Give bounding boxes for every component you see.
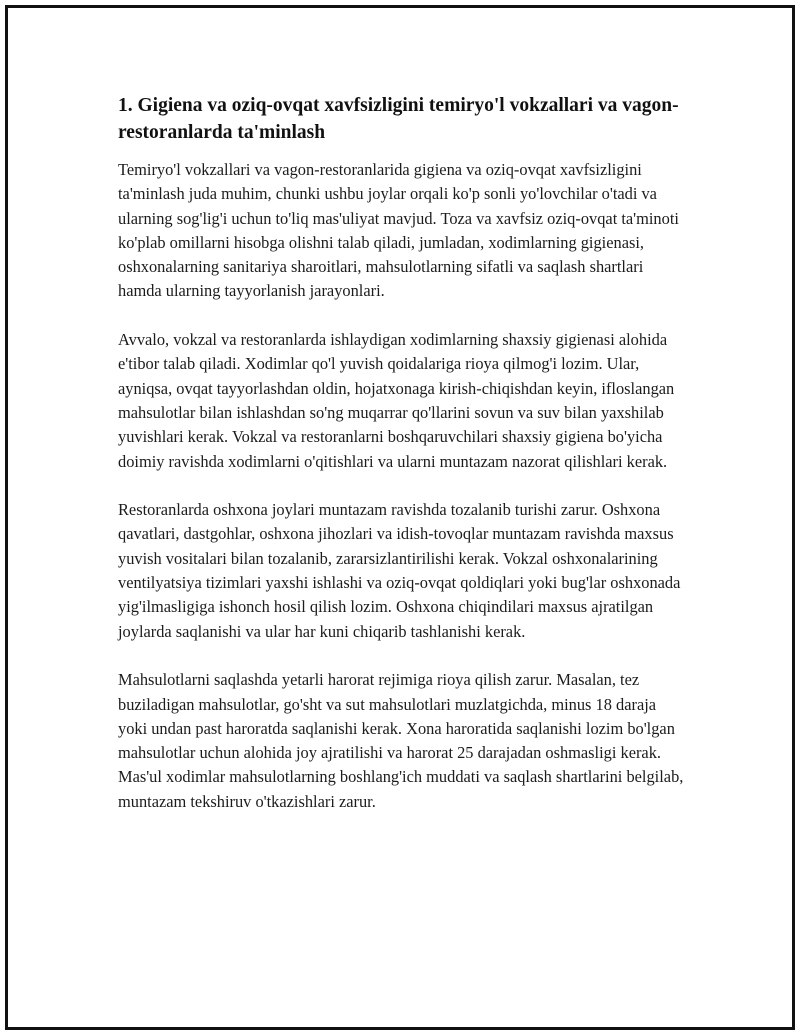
paragraph-staff-hygiene: Avvalo, vokzal va restoranlarda ishlaydigan xodimlarning shaxsiy gigienasi alohida e'tibor talab qiladi. Xodimlar qo'l yuvish qoidalariga rioya qilmog'i lozim. Ular, ayniqsa, ovqat tayyorlashdan oldin, hojatxonaga kirish-chiqishdan keyin, ifloslangan mahsulotlar bilan ishlashdan so'ng muqarrar qo'llarini sovun va suv bilan yaxshilab yuvishlari kerak. Vokzal va restoranlarni boshqaruvchilari shaxsiy gigiena bo'yicha doimiy ravishda xodimlarni o'qitishlari va ularni muntazam nazorat qilishlari kerak. bbox=[118, 330, 675, 471]
section-heading: 1. Gigiena va oziq-ovqat xavfsizligini temiryo'l vokzallari va vagon-restoranlarda ta'minlash bbox=[118, 95, 679, 143]
document-body bbox=[118, 92, 688, 838]
paragraph-intro: Temiryo'l vokzallari va vagon-restoranlarida gigiena va oziq-ovqat xavfsizligini ta'minlash juda muhim, chunki ushbu joylar orqali ko'p sonli yo'lovchilar o'tadi va ularning sog'lig'i uchun to'liq mas'uliyat mavjud. Toza va xavfsiz oziq-ovqat ta'minoti ko'plab omillarni hisobga olishni talab qiladi, jumladan, xodimlarning gigienasi, oshxonalarning sanitariya sharoitlari, mahsulotlarning sifatli va saqlash shartlari hamda ularning tayyorlanish jarayonlari. bbox=[118, 160, 679, 301]
paragraph-kitchen-cleaning: Restoranlarda oshxona joylari muntazam ravishda tozalanib turishi zarur. Oshxona qavatlari, dastgohlar, oshxona jihozlari va idish-tovoqlar muntazam ravishda maxsus yuvish vositalari bilan tozalanib, zararsizlantirilishi kerak. Vokzal oshxonalarining ventilyatsiya tizimlari yaxshi ishlashi va oziq-ovqat qoldiqlari yoki bug'lar oshxonada yig'ilmasligiga ishonch hosil qilish lozim. Oshxona chiqindilari maxsus ajratilgan joylarda saqlanishi va ular har kuni chiqarib tashlanishi kerak. bbox=[118, 500, 681, 641]
paragraph-storage: Mahsulotlarni saqlashda yetarli harorat rejimiga rioya qilish zarur. Masalan, tez buziladigan mahsulotlar, go'sht va sut mahsulotlari muzlatgichda, minus 18 daraja yoki undan past haroratda saqlanishi kerak. Xona haroratida saqlanishi lozim bo'lgan mahsulotlar uchun alohida joy ajratilishi va harorat 25 darajadan oshmasligi kerak. Mas'ul xodimlar mahsulotlarning boshlang'ich muddati va saqlash shartlarini belgilab, muntazam tekshiruv o'tkazishlari zarur. bbox=[118, 670, 684, 811]
